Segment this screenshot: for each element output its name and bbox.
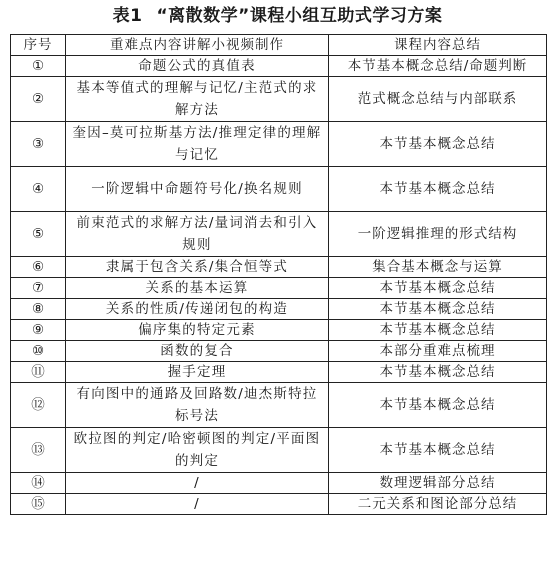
table-row [11, 383, 547, 428]
row-index: ⑬ [11, 428, 66, 473]
row-topic: 命题公式的真值表 [66, 56, 329, 77]
row-index: ⑧ [11, 299, 66, 320]
table-row [11, 167, 547, 212]
row-topic: 奎因–莫可拉斯基方法/推理定律的理解与记忆 [66, 122, 329, 167]
row-topic: 欧拉图的判定/哈密顿图的判定/平面图的判定 [66, 428, 329, 473]
table-caption [0, 4, 555, 28]
row-index: ⑪ [11, 362, 66, 383]
table-row [11, 473, 547, 494]
row-topic: 前束范式的求解方法/量词消去和引入规则 [66, 212, 329, 257]
row-index: ⑨ [11, 320, 66, 341]
header-topic: 重难点内容讲解小视频制作 [66, 35, 329, 56]
table-row [11, 320, 547, 341]
row-summary: 本节基本概念总结 [329, 428, 547, 473]
table-row [11, 341, 547, 362]
table-row [11, 56, 547, 77]
header-summary: 课程内容总结 [329, 35, 547, 56]
row-summary: 本部分重难点梳理 [329, 341, 547, 362]
row-index: ④ [11, 167, 66, 212]
row-index: ⑤ [11, 212, 66, 257]
row-summary: 一阶逻辑推理的形式结构 [329, 212, 547, 257]
row-topic: 一阶逻辑中命题符号化/换名规则 [66, 167, 329, 212]
row-topic: 函数的复合 [66, 341, 329, 362]
row-index: ③ [11, 122, 66, 167]
row-topic: 握手定理 [66, 362, 329, 383]
table-row [11, 122, 547, 167]
row-summary: 本节基本概念总结 [329, 362, 547, 383]
row-topic: 偏序集的特定元素 [66, 320, 329, 341]
row-summary: 本节基本概念总结 [329, 299, 547, 320]
table-number: 表1 [112, 6, 143, 26]
row-summary: 本节基本概念总结 [329, 278, 547, 299]
study-plan-table [10, 34, 547, 515]
table-row [11, 428, 547, 473]
row-topic: 基本等值式的理解与记忆/主范式的求解方法 [66, 77, 329, 122]
header-row [11, 35, 547, 56]
row-summary: 范式概念总结与内部联系 [329, 77, 547, 122]
table-row [11, 494, 547, 515]
row-summary: 本节基本概念总结 [329, 320, 547, 341]
row-topic: 关系的性质/传递闭包的构造 [66, 299, 329, 320]
row-topic: 关系的基本运算 [66, 278, 329, 299]
table-row [11, 278, 547, 299]
table-row [11, 257, 547, 278]
table-row [11, 299, 547, 320]
table-title: “离散数学”课程小组互助式学习方案 [156, 6, 443, 26]
row-summary: 二元关系和图论部分总结 [329, 494, 547, 515]
row-index: ⑦ [11, 278, 66, 299]
header-index: 序号 [11, 35, 66, 56]
row-summary: 本节基本概念总结 [329, 167, 547, 212]
row-topic: 有向图中的通路及回路数/迪杰斯特拉标号法 [66, 383, 329, 428]
row-index: ② [11, 77, 66, 122]
table-row [11, 212, 547, 257]
row-summary: 数理逻辑部分总结 [329, 473, 547, 494]
row-index: ⑭ [11, 473, 66, 494]
row-index: ⑮ [11, 494, 66, 515]
table-row [11, 362, 547, 383]
row-topic: / [66, 473, 329, 494]
row-summary: 本节基本概念总结 [329, 122, 547, 167]
row-summary: 本节基本概念总结 [329, 383, 547, 428]
row-index: ⑩ [11, 341, 66, 362]
row-summary: 集合基本概念与运算 [329, 257, 547, 278]
row-index: ⑥ [11, 257, 66, 278]
row-topic: / [66, 494, 329, 515]
row-summary: 本节基本概念总结/命题判断 [329, 56, 547, 77]
row-index: ⑫ [11, 383, 66, 428]
row-index: ① [11, 56, 66, 77]
row-topic: 隶属于包含关系/集合恒等式 [66, 257, 329, 278]
table-row [11, 77, 547, 122]
